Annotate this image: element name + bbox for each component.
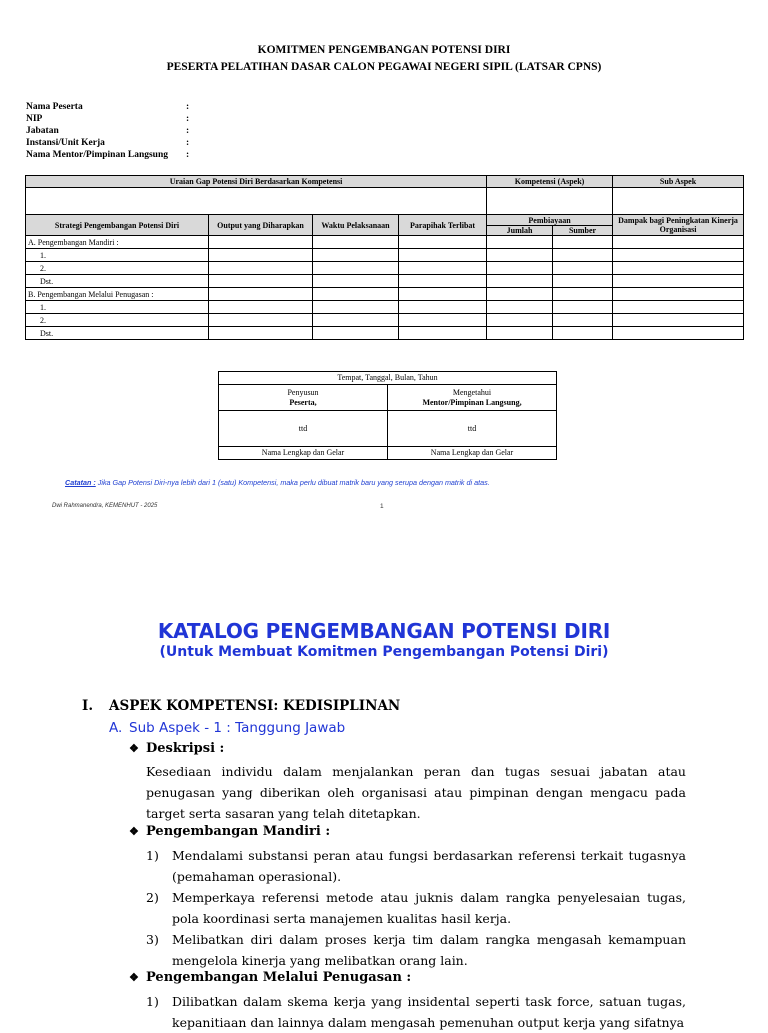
footer-author: Dwi Rahmanendra, KEMENHUT - 2025 — [52, 503, 158, 509]
diamond-bullet-icon: ❖ — [129, 742, 139, 755]
penugasan-heading: ❖ Pengembangan Melalui Penugasan : — [129, 970, 412, 985]
list-item: 1) Dilibatkan dalam skema kerja yang insidental seperti task force, satuan tugas, kepanitiaan dan lainnya dalam mengasah pemenuhan output kerja yang sifatnya — [146, 994, 686, 1030]
table-row: 2. — [26, 262, 744, 275]
header-kompetensi: Kompetensi (Aspek) — [487, 176, 613, 188]
signature-table — [218, 371, 557, 460]
header-parapihak: Parapihak Terlibat — [399, 215, 487, 236]
note — [65, 478, 490, 487]
header-output: Output yang Diharapkan — [209, 215, 313, 236]
field-nip: NIP : — [26, 114, 190, 124]
note-text: Jika Gap Potensi Diri-nya lebih dari 1 (satu) Kompetensi, maka perlu dibuat matrik baru yang serupa dengan matrik di atas. — [95, 478, 490, 487]
gap-cell — [26, 188, 487, 215]
penugasan-list — [146, 991, 686, 1033]
signer-right: Mengetahui Mentor/Pimpinan Langsung, — [388, 385, 557, 411]
header-gap: Uraian Gap Potensi Diri Berdasarkan Kompetensi — [26, 176, 487, 188]
diamond-bullet-icon: ❖ — [129, 825, 139, 838]
field-nama-peserta: Nama Peserta : — [26, 102, 190, 112]
header-strategi: Strategi Pengembangan Potensi Diri — [26, 215, 209, 236]
sub-aspect-heading: A. Sub Aspek - 1 : Tanggung Jawab — [109, 720, 346, 736]
catalog-subtitle: (Untuk Membuat Komitmen Pengembangan Potensi Diri) — [159, 644, 609, 660]
name-left: Nama Lengkap dan Gelar — [219, 447, 388, 460]
document-header — [0, 42, 768, 76]
field-jabatan: Jabatan : — [26, 126, 190, 136]
commitment-matrix — [25, 175, 744, 340]
section-heading: I. ASPEK KOMPETENSI: KEDISIPLINAN — [82, 698, 401, 714]
diamond-bullet-icon: ❖ — [129, 971, 139, 984]
signer-left: Penyusun Peserta, — [219, 385, 388, 411]
field-mentor: Nama Mentor/Pimpinan Langsung : — [26, 150, 190, 160]
header-jumlah: Jumlah — [487, 226, 553, 236]
section-a-label: A. Pengembangan Mandiri : — [26, 236, 209, 249]
table-row: 1. — [26, 249, 744, 262]
note-label: Catatan : — [65, 478, 96, 487]
mandiri-list — [146, 845, 686, 971]
table-row: 1. — [26, 301, 744, 314]
ttd-right: ttd — [388, 411, 557, 447]
name-right: Nama Lengkap dan Gelar — [388, 447, 557, 460]
kompetensi-cell — [487, 188, 613, 215]
table-row: 2. — [26, 314, 744, 327]
table-row — [26, 288, 744, 301]
list-item: 3) Melibatkan diri dalam proses kerja tim dalam rangka mengasah kemampuan mengelola kinerja yang melibatkan orang lain. — [146, 932, 686, 968]
header-line-2: PESERTA PELATIHAN DASAR CALON PEGAWAI NEGERI SIPIL (LATSAR CPNS) — [166, 61, 602, 73]
table-row: Dst. — [26, 327, 744, 340]
field-instansi: Instansi/Unit Kerja : — [26, 138, 190, 148]
deskripsi-text: Kesediaan individu dalam menjalankan peran dan tugas sesuai jabatan atau penugasan yang diberikan oleh organisasi atau pimpinan dengan mengacu pada target serta sasaran yang telah ditetapkan. — [146, 764, 686, 821]
list-item: 2) Memperkaya referensi metode atau juknis dalam rangka penyelesaian tugas, pola koordinasi serta manajemen kualitas hasil kerja. — [146, 890, 686, 926]
ttd-left: ttd — [219, 411, 388, 447]
list-item: 1) Mendalami substansi peran atau fungsi berdasarkan referensi terkait tugasnya (pemahaman operasional). — [146, 848, 686, 884]
table-row: Dst. — [26, 275, 744, 288]
header-sub-aspek: Sub Aspek — [613, 176, 744, 188]
header-dampak: Dampak bagi Peningkatan Kinerja Organisasi — [613, 215, 744, 236]
header-waktu: Waktu Pelaksanaan — [313, 215, 399, 236]
header-pembiayaan: Pembiayaan — [487, 215, 613, 226]
catalog-title: KATALOG PENGEMBANGAN POTENSI DIRI — [157, 619, 611, 643]
header-line-1: KOMITMEN PENGEMBANGAN POTENSI DIRI — [257, 44, 511, 56]
place-date: Tempat, Tanggal, Bulan, Tahun — [219, 372, 557, 385]
page-number: 1 — [380, 503, 384, 510]
sub-aspek-cell — [613, 188, 744, 215]
deskripsi-heading: ❖ Deskripsi : — [129, 741, 225, 756]
mandiri-heading: ❖ Pengembangan Mandiri : — [129, 824, 331, 839]
section-b-label: B. Pengembangan Melalui Penugasan : — [26, 288, 209, 301]
table-row — [26, 236, 744, 249]
header-sumber: Sumber — [553, 226, 613, 236]
participant-info — [26, 101, 189, 161]
